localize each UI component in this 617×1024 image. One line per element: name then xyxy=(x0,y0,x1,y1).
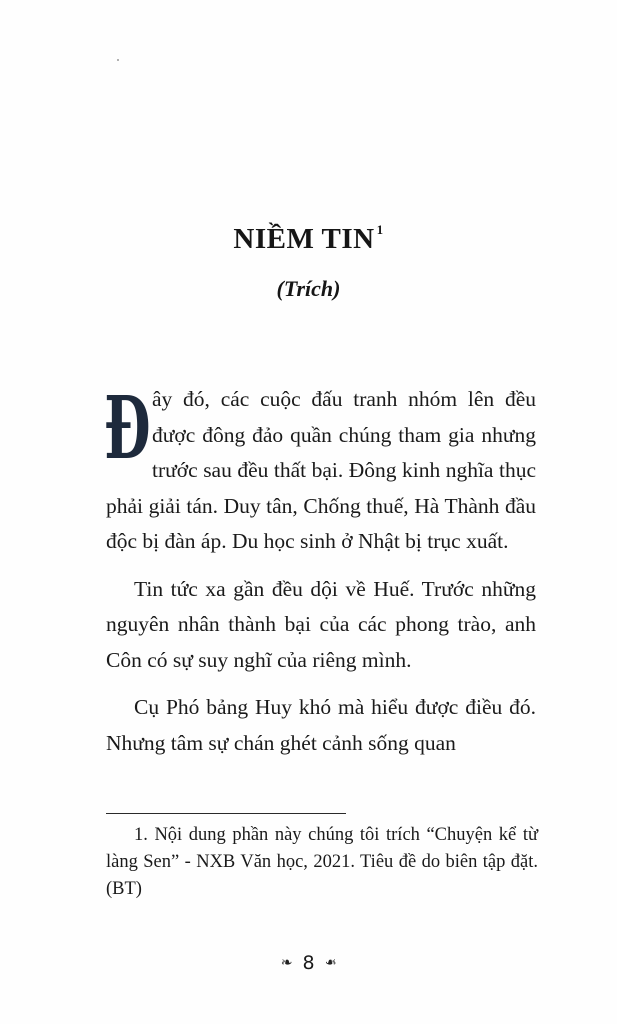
page-number-value: 8 xyxy=(302,952,315,974)
flourish-left-icon: ❧ xyxy=(280,955,293,971)
flourish-right-icon: ❧ xyxy=(324,955,337,971)
paragraph-1-text: ây đó, các cuộc đấu tranh nhóm lên đều được đông đảo quần chúng tham gia nhưng trước sau đều thất bại. Đông kinh nghĩa thục phải giải tán. Duy tân, Chống thuế, Hà Thành đầu độc bị đàn áp. Du học sinh ở Nhật bị trục xuất. xyxy=(106,387,536,553)
footnote-reference: 1 xyxy=(376,222,384,237)
paragraph-2: Tin tức xa gần đều dội về Huế. Trước những nguyên nhân thành bại của các phong trào, anh Côn có sự suy nghĩ của riêng mình. xyxy=(106,576,536,672)
paragraph-1 xyxy=(104,378,536,560)
paragraph-3: Cụ Phó bảng Huy khó mà hiểu được điều đó. Nhưng tâm sự chán ghét cảnh sống quan xyxy=(106,695,536,755)
chapter-subtitle: (Trích) xyxy=(276,276,341,301)
body-text xyxy=(104,378,536,773)
drop-cap: Đ xyxy=(104,378,151,479)
chapter-title xyxy=(0,222,617,256)
scan-speck xyxy=(117,59,119,61)
chapter-title-text: NIỀM TIN xyxy=(233,223,375,255)
page-number xyxy=(0,952,617,974)
footnote-divider xyxy=(106,813,346,814)
footnote: 1. Nội dung phần này chúng tôi trích “Chuyện kể từ làng Sen” - NXB Văn học, 2021. Tiêu đề do biên tập đặt. (BT) xyxy=(106,825,538,899)
